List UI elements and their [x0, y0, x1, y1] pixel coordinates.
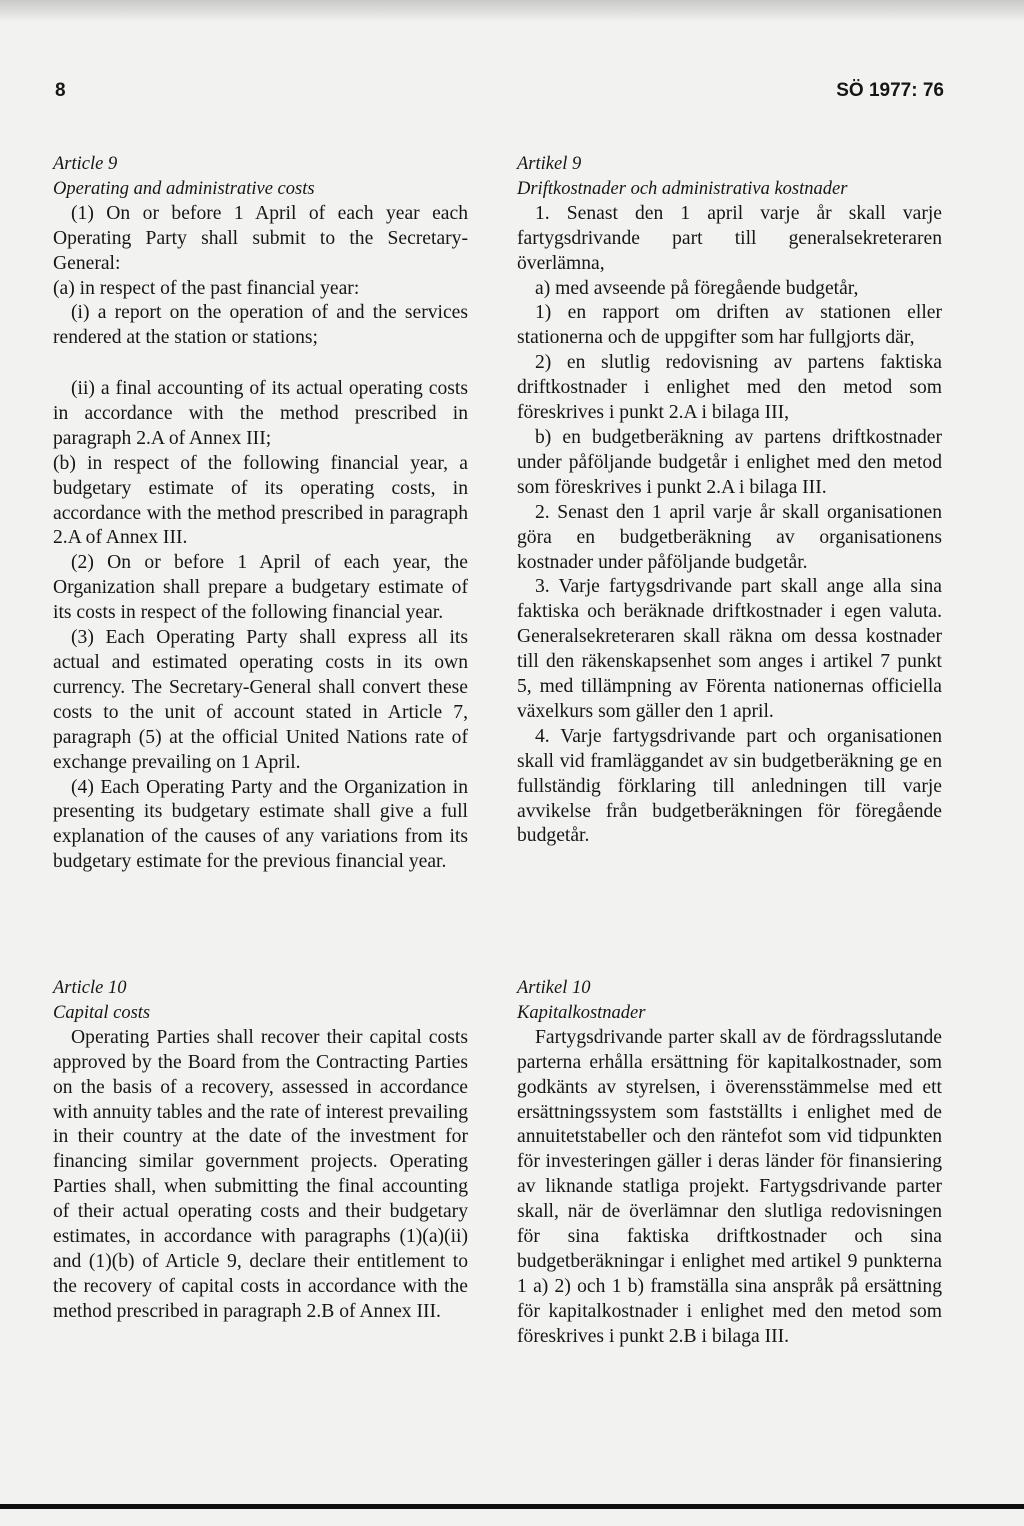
artikel-9-punkt-a-1: 1) en rapport om driften av stationen eller stationerna och de uppgifter som har fullgjorts där, [517, 302, 942, 349]
page-number: 8 [55, 80, 66, 101]
artikel-9-label: Artikel 9 [517, 154, 582, 174]
english-column-article-10 [53, 976, 468, 1325]
artikel-10-stycke: Fartygsdrivande parter skall av de fördragsslutande parterna erhålla ersättning för kapitalkostnader, som godkänts av styrelsen, i överensstämmelse med ett ersättningssystem som fastställts i enlighet med de annuitetstabeller och den räntefot som vid tidpunkten för investeringen gäller i deras länder för finansiering av liknande statliga projekt. Fartygsdrivande parter skall, när de överlämnar den slutliga redovisningen för sina faktiska driftkostnader och sina budgetberäkningar i enlighet med artikel 9 punkterna 1 a) 2) och 1 b) framställa sina anspråk på ersättning för kapitalkostnader i enlighet med den metod som föreskrives i punkt 2.B i bilaga III. [517, 1026, 942, 1347]
article-10-paragraph: Operating Parties shall recover their capital costs approved by the Board from the Contracting Parties on the basis of a recovery, assessed in accordance with annuity tables and the rate of interest prevailing in their country at the date of the investment for financing similar government projects. Operating Parties shall, when submitting the final accounting of their actual operating costs and their budgetary estimates, in accordance with paragraphs (1)(a)(ii) and (1)(b) of Article 9, declare their entitlement to the recovery of capital costs in accordance with the method prescribed in paragraph 2.B of Annex III. [53, 1026, 468, 1322]
article-10-title: Capital costs [53, 1002, 151, 1023]
article-9-paragraph-3: (3) Each Operating Party shall express all its actual and estimated operating costs in its own currency. The Secretary-General shall convert these costs to the unit of account stated in Article 7, paragraph (5) at the official United Nations rate of exchange prevailing on 1 April. [53, 627, 468, 773]
artikel-9-punkt-b: b) en budgetberäkning av partens driftkostnader under påföljande budgetår i enlighet med den metod som föreskrives i punkt 2.A i bilaga III. [517, 426, 942, 498]
artikel-9-punkt-3: 3. Varje fartygsdrivande part skall ange alla sina faktiska och beräknade driftkostnader i egen valuta. Generalsekreteraren skall räkna om dessa kostnader till den räkenskapsenhet som anges i artikel 7 punkt 5, med tillämpning av Förenta nationernas officiella växelkurs som gäller den 1 april. [517, 576, 942, 722]
artikel-9-punkt-a: a) med avseende på föregående budgetår, [535, 277, 859, 299]
article-9-item-a-i: (i) a report on the operation of and the services rendered at the station or stations; [53, 302, 468, 349]
article-9-paragraph-4: (4) Each Operating Party and the Organization in presenting its budgetary estimate shall give a full explanation of the causes of any variations from its budgetary estimate for the previous financial year. [53, 776, 468, 873]
swedish-column-artikel-9 [517, 152, 942, 849]
english-column-article-9 [53, 152, 468, 351]
document-reference: SÖ 1977: 76 [836, 80, 944, 101]
article-9-item-b: (b) in respect of the following financial year, a budgetary estimate of its operating costs, in accordance with the method prescribed in paragraph 2.A of Annex III. [53, 452, 468, 549]
bottom-rule [0, 1504, 1024, 1509]
artikel-9-punkt-2: 2. Senast den 1 april varje år skall organisationen göra en budgetberäkning av organisationens kostnader under påföljande budgetår. [517, 501, 942, 573]
article-9-paragraph-1: (1) On or before 1 April of each year each Operating Party shall submit to the Secretary-General: [53, 202, 468, 274]
article-9-item-a: (a) in respect of the past financial year: [53, 277, 360, 299]
artikel-10-title: Kapitalkostnader [517, 1002, 646, 1023]
article-9-item-a-ii: (ii) a final accounting of its actual operating costs in accordance with the method prescribed in paragraph 2.A of Annex III; [53, 378, 468, 449]
swedish-column-artikel-10 [517, 976, 942, 1350]
article-9-label: Article 9 [53, 154, 118, 174]
artikel-9-title: Driftkostnader och administrativa kostnader [517, 178, 848, 199]
artikel-9-punkt-4: 4. Varje fartygsdrivande part och organisationen skall vid framläggandet av sin budgetberäkning ge en fullständig förklaring till anledningen till varje avvikelse från budgetberäkningen för föregående budgetår. [517, 725, 942, 847]
english-column-article-9-cont [53, 377, 468, 875]
article-9-paragraph-2: (2) On or before 1 April of each year, the Organization shall prepare a budgetary estimate of its costs in respect of the following financial year. [53, 552, 468, 624]
artikel-9-punkt-1: 1. Senast den 1 april varje år skall varje fartygsdrivande part till generalsekreteraren överlämna, [517, 202, 942, 274]
artikel-10-label: Artikel 10 [517, 978, 591, 998]
article-10-label: Article 10 [53, 978, 127, 998]
article-9-title: Operating and administrative costs [53, 178, 315, 199]
scan-edge-shading [0, 0, 1024, 22]
artikel-9-punkt-a-2: 2) en slutlig redovisning av partens faktiska driftkostnader i enlighet med den metod som föreskrives i punkt 2.A i bilaga III, [517, 352, 942, 424]
